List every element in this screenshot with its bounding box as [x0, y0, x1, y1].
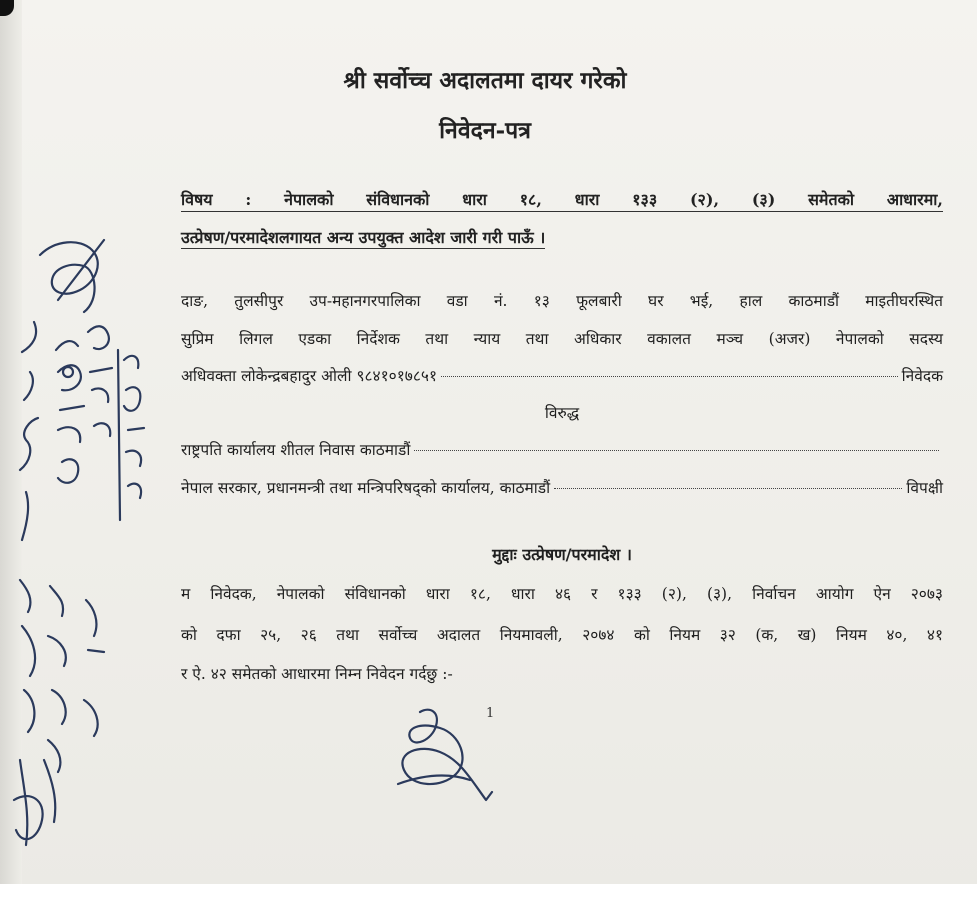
petitioner-line-2: सुप्रिम लिगल एडका निर्देशक तथा न्याय तथा अधिकार वकालत मञ्च (अजर) नेपालको सदस्य — [181, 330, 943, 348]
respondent-1: राष्ट्रपति कार्यालय शीतल निवास काठमाडौं — [181, 441, 411, 459]
petitioner-line-1: दाङ, तुलसीपुर उप-महानगरपालिका वडा नं. १३ फूलबारी घर भई, हाल काठमाडौं माइतीघरस्थित — [181, 292, 943, 310]
petitioner-role: निवेदक — [901, 367, 943, 385]
document-subheading: निवेदन-पत्र — [439, 117, 531, 144]
page-bottom-strip — [0, 884, 977, 898]
document-heading: श्री सर्वोच्च अदालतमा दायर गरेको — [343, 67, 627, 94]
petitioner-signature — [402, 710, 492, 800]
body-line-3: र ऐ. ४२ समेतको आधारमा निम्न निवेदन गर्दछु :- — [181, 665, 453, 683]
issue-heading: मुद्दाः उत्प्रेषण/परमादेश । — [492, 545, 632, 564]
petitioner-name: अधिवक्ता लोकेन्द्रबहादुर ओली ९८४१०१७८५१ — [181, 367, 438, 385]
respondent-role: विपक्षी — [906, 479, 943, 497]
page-number: 1 — [486, 706, 495, 721]
respondent-2: नेपाल सरकार, प्रधानमन्त्री तथा मन्त्रिपरिषद्को कार्यालय, काठमाडौं — [181, 479, 551, 497]
margin-initials-signature — [40, 242, 98, 312]
subject-line-1: विषय : नेपालको संविधानको धारा १८, धारा १३३ (२), (३) समेतको आधारमा, — [181, 188, 943, 212]
body-line-2: को दफा २५, २६ तथा सर्वोच्च अदालत नियमावली, २०७४ को नियम ३२ (क, ख) नियम ४०, ४१ — [181, 626, 943, 644]
body-line-1: म निवेदक, नेपालको संविधानको धारा १८, धारा ४६ र १३३ (२), (३), निर्वाचन आयोग ऐन २०७३ — [181, 585, 943, 603]
subject-line-2: उत्प्रेषण/परमादेशलगायत अन्य उपयुक्त आदेश जारी गरी पाऊँ । — [181, 228, 546, 247]
versus-label: विरुद्ध — [544, 404, 580, 422]
